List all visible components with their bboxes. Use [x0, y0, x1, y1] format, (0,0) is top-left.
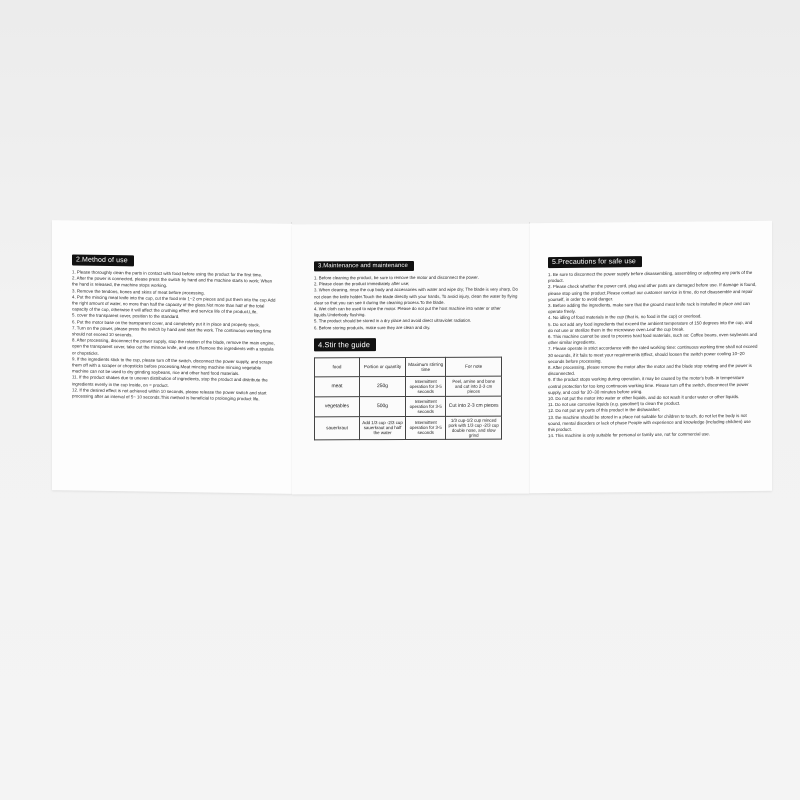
list-item: 6. Put the motor base on the transparent cover, and completely put it in place and properly stuck.	[72, 319, 260, 328]
table-cell: sauerkraut	[315, 417, 360, 440]
table-cell: 250g	[360, 376, 406, 396]
list-item: 7. Turn on the power, please press the switch by hand and start the work. The continuous working time should not exceed 10 seconds.	[72, 325, 272, 338]
list-item: 14. This machine is only suitable for personal or family use, not for commercial use.	[548, 431, 710, 439]
list-item: 4. No idling of food materials in the cup (that is, no food in the cup) or overload.	[548, 313, 702, 321]
manual-panel-maintenance	[292, 224, 530, 495]
list-item: 1. Please thoroughly clean the parts in contact with food before using the product for the first time.	[72, 269, 263, 278]
column-header-food: food	[315, 358, 360, 377]
list-item: 3. Before adding the ingredients, make sure that the ground meat knife rack is installed in place and can operate freely.	[548, 300, 750, 315]
list-item: 6. Before storing products, make sure they are clean and dry.	[314, 324, 431, 330]
list-item: 5. The product should be stored in a dry place and avoid direct ultraviolet radiation.	[314, 318, 472, 324]
list-item: 4. Put the mincing meat knife into the cup, cut the food into 1~2 cm pieces and put them into the cup Add the right amount of water, no more than half the capacity of the glass.Not more than half of the total capacity of the cup, otherwise it will affect the crushing effect and service life of the product.Life.	[72, 294, 276, 315]
list-item: 2. Please check whether the power cord, plug and other parts are damaged before use. If damage is found, please stop using the product.Please contact our customer service in time, do not disassemble and repair yourself, in order to avoid danger.	[548, 282, 757, 302]
list-item: 8. After processing, disconnect the power supply, stop the rotation of the blade, remove the main engine, open the transparent cover, take out the minnow knife, and use it.Remove the ingredients with a spatula or chopsticks.	[72, 337, 275, 356]
manual-panel-method-of-use	[52, 220, 292, 494]
list-item: 5. Do not add any food ingredients that exceed the ambient temperature of 150 degrees into the cup, and do not use or sterilize them in the microwave oven.Leaf the cup break.	[548, 319, 753, 333]
list-item: 10. Do not put the motor into water or other liquids, and do not wash it under water or other liquids.	[548, 394, 740, 402]
section-title-stir-guide: 4.Stir the guide	[314, 338, 376, 351]
table-cell: Peel, amine and bone and cut into 2-3 cm pieces	[446, 376, 502, 396]
list-item: 4. Wet cloth can be used to wipe the motor. Please do not put the host machine into water or other liquids.Underbody flushing.	[314, 305, 501, 318]
list-item: 12. Do not put any parts of this product in the dishwasher;	[548, 407, 661, 414]
table-cell: Intermittent operation for 3-5 seconds	[406, 416, 446, 439]
table-cell: Intermittent operation for 3-5 seconds	[406, 376, 446, 396]
table-cell: vegetables	[315, 397, 360, 417]
list-item: 6. This machine cannot be used to process hard food materials, such as: Coffee beans, oven soybeans and other similar ingredients.	[548, 331, 758, 346]
table-cell: Intermittent operation for 3-5 seconds	[406, 396, 446, 416]
precautions-list	[548, 270, 758, 440]
list-item: 9. If the product stops working during operation, it may be caused by the motor's built- in temperature control protection for too long continuous working time. Please turn off the switch, disconnect the power supply, and cool for 20~30 minutes before using.	[548, 375, 749, 395]
table-cell: Cut into 2-3 cm pieces	[446, 396, 502, 416]
manual-panel-precautions	[530, 221, 772, 494]
section-title-method-of-use: 2.Method of use	[72, 254, 134, 266]
maintenance-list	[314, 275, 518, 332]
list-item: 1. Before cleaning the product, be sure to remove the motor and disconnect the power.	[314, 274, 479, 281]
table-row	[315, 376, 502, 397]
list-item: 8. After processing, please remove the motor after the motor and the blade stop rotating and the power is disconnected.	[548, 362, 752, 377]
list-item: 13. the machine should be stored in a place not suitable for children to touch, do not let the body is not sound, mental disorders or lack of phase People with experience and knowledge (including children) use this product.	[548, 412, 751, 433]
list-item: 2. Please clean the product immediately after use;	[314, 281, 410, 287]
section-title-maintenance: 3.Maintenance and maintenance	[314, 261, 414, 271]
list-item: 1. Be sure to disconnect the power supply before disassembling, assembling or adjusting any parts of the product.	[548, 269, 753, 284]
stir-guide-table	[314, 357, 502, 441]
table-cell: meat	[315, 377, 360, 397]
list-item: 3. When cleaning, rinse the cup body and accessories with water and wipe dry; The blade is very sharp, Do not clean the knife holder.Touch the blade directly with your hands, To avoid injury, clean the water by flying clear so that you can see it during the cleaning process.To the blade.	[314, 287, 518, 306]
list-item: 12. If the desired effect is not achieved within 10 seconds, please release the power switch and start processing after an interval of 5~ 10 seconds.This method is beneficial to prolonging product life.	[72, 387, 267, 402]
method-of-use-list	[72, 269, 276, 402]
list-item: 2. After the power is connected, please press the switch by hand and the machine starts to work; When the hand is released, the machine stops working.	[72, 275, 273, 289]
list-item: 5. cover the transparent cover, position to the standard.	[72, 312, 180, 320]
column-header-portion: Portion or quantity	[360, 357, 406, 376]
table-cell: Add 1/3 cup -2/3 cup sauerkraut and half the water	[360, 416, 406, 439]
list-item: 9. If the ingredients stick to the cup, please turn off the switch, disconnect the power supply, and scrape them off with a scraper or chopsticks before processing.Meat mincing machine mincing vegetable machine can not be used to dry grinding soybeans, rice and other hard food materials.	[72, 356, 273, 377]
table-row	[315, 396, 502, 417]
table-cell: 1/3 cup-1/2 cup minced pork with 1/3 cup -2/3 cup double nose, and slow grind	[446, 416, 502, 439]
column-header-time: Maximum stirring time	[406, 357, 446, 376]
table-header-row	[315, 357, 502, 377]
column-header-note: For note	[446, 357, 502, 376]
list-item: 11. If the product shakes due to uneven distribution of ingredients, stop the product and distribute the ingredients evenly in the cup Inside, on = product.	[72, 374, 268, 388]
list-item: 7. Please operate in strict accordance with the rated working time: continuous working time shall not exceed 30 seconds, if it fails to meet your requirements Effect, should loosen the switch power cooling 10~20 seconds before processing.	[548, 344, 758, 364]
list-item: 11. Do not use corrosive liquids (e.g. gasoline!) to clean the product.	[548, 400, 681, 408]
table-cell: 500g	[360, 396, 406, 416]
section-title-precautions: 5.Precautions for safe use	[548, 256, 642, 268]
table-row	[315, 416, 502, 440]
list-item: 3. Remove the tendons, bones and skins of meat before processing.	[72, 288, 205, 296]
